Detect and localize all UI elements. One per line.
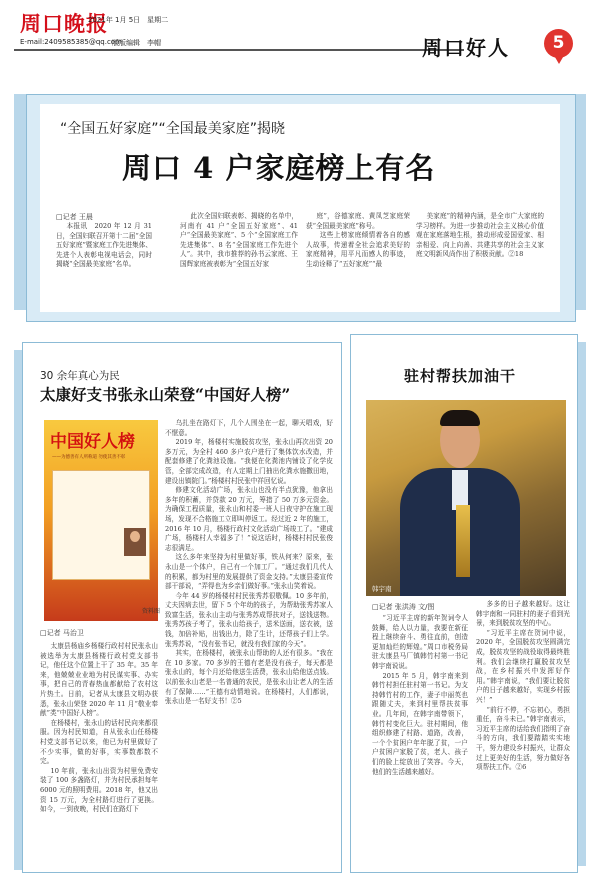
- paragraph: 2019 年，杨楼村实施脱贫攻坚，张永山再次出资 20 多万元，为全村 460 多户农户进行了集体饮水改造，并配套修建了化粪池设施。“我便在化粪池内铺设了化学皮管，全部完成改造，有人定期上门抽出化粪水施撒田地，建设出镇院门。”杨楼村村民张中祥回忆说。: [165, 438, 333, 485]
- left-article-column-1: [40, 642, 158, 815]
- paragraph: “习近平主席在贺词中说，2020 年，全国脱贫攻坚圆满完成，脱贫攻坚的战役取得最终胜利。我们会继续打赢脱贫攻坚战，在乡村振兴中发挥好作用。”韩宇南说，“我们要让脱贫户的日子越来越好，实现乡村振兴！”: [476, 628, 570, 704]
- masthead-logo: 周口晚报: [20, 11, 108, 36]
- paragraph: 今年 44 岁的杨楼村村民张秀苏很敬佩。10 多年前，丈夫因病去世，留下 5 个年幼的孩子，为帮助张秀苏家人致富生活，张永山主动与张秀苏成帮扶对子，送钱送物。张秀苏孩子考了，张永山给孩子，送米送面，送衣被，送钱，加倍补贴，出钱出力，除了生计，还帮孩子们上学。张秀苏说，“没有张书记，就没有我们家的今天”。: [165, 591, 333, 648]
- photo-caption: 韩宇南: [372, 585, 392, 593]
- top-article-byline: □记者 王晨: [56, 213, 93, 221]
- paragraph: 修建文化活动广场，张永山也没有半点犹豫，他拿出多年的积蓄，并贷款 20 万元，筹措了 50 万多元资金。为确保工程质量，张永山和村委一班人日夜守护在施工现场，发现不合格施工立即叫停返工。经过近 2 年的施工，2016 年 10 月，杨楼行政村文化活动广场竣工了。“建成广场，杨楼村人幸福多了！”说这话时，杨楼村村民张俊志很满足。: [165, 486, 333, 552]
- paragraph: 其实，在杨楼村，被张永山帮助的人还有很多。“我在在 10 多家。70 多岁的王德有老是没有孩子，每天都是张永山的，每个月还给他送生活费，张永山给他送点钱。以前张永山老是一名普通的农民，是张永山让老人的生活有了保障……”王德有动情地说。在杨楼村，人们都说，张永山是一名好支书！②5: [165, 649, 333, 706]
- photo-shirt: [452, 470, 468, 510]
- left-article-headline: 太康好支书张永山荣登“中国好人榜”: [40, 385, 291, 404]
- top-article-column: 美家庭”的精神内涵，是全市广大家庭的学习榜样。为进一步推动社会主义核心价值观在家庭落地生根，推动形成爱国爱家、相亲相爱、向上向善、共建共享的社会主义家庭文明新风尚作出了积极贡献。②18: [416, 212, 544, 259]
- paragraph: 10 年前，张永山出资为村里免费安装了 100 多盏路灯，并为村民承担每年 6000 元的照明费用。2018 年，他又出资 15 万元，为全村路灯进行了更换。如今，一到夜晚，村民们在路灯下: [40, 766, 158, 814]
- paragraph: “习近平主席的新年贺词令人鼓舞，给人以力量，我要在新征程上继续奋斗、勇往直前，创造更加灿烂的辉煌。”周口市税务局驻太康县马厂镇韩竹村第一书记韩宇南说说。: [372, 614, 468, 670]
- top-article-column: 本报讯 2020 年 12 月 31 日，全国妇联召开第十二届“全国五好家庭”暨家庭工作先进集体、先进个人表彰电视电话会，同时揭晓“全国最美家庭”名单。: [56, 222, 152, 269]
- photo-hair: [440, 410, 480, 426]
- page-number-badge: 5: [544, 29, 573, 58]
- paragraph: 多多的日子越来越好。这让韩宇南和一同驻村的妻子看到光景，来到脱贫攻坚的中心。: [476, 600, 570, 628]
- left-article-column-2: [165, 419, 333, 707]
- right-article-column-2: [476, 600, 570, 773]
- trophy-icon: [456, 505, 470, 577]
- left-article-byline: □记者 马治卫: [40, 629, 84, 637]
- left-article-kicker: 30 余年真心为民: [40, 370, 120, 382]
- contact-email: E-mail:2409585385@qq.com: [20, 38, 122, 46]
- portrait-face: [130, 531, 140, 542]
- paragraph: 2015 年 5 月，韩宇南来到韩竹村担任驻村第一书记。为支持韩竹村的工作，妻子申丽英也跟随丈夫，来到村里帮扶贫事业。几年间，在韩宇南带领下，韩竹村变化巨大。驻村期间，他组织修建了村路、道路，改善，一个个贫困户年年脱了贫，一户户贫困户家脱了贫，老人、孩子们的脸上绽放出了笑容。今天，他们的生活越来越好。: [372, 671, 468, 776]
- right-article-column-1: [372, 614, 468, 777]
- paragraph: 在杨楼村，张永山的话村民向来都很服。因为村民知道，自从张永山任杨楼村党支部书记以来，他已为村里做好了不少实事，做的好事，实事数都数不完。: [40, 718, 158, 766]
- paragraph: “前行不停，不忘初心，勇担重任，奋斗未已。”韩宇南表示，习近平主席的话给我们指明了奋斗的方向，我们要踏踏实实地干，努力建设乡村振兴，让群众过上更美好的生活，努力做好各项帮扶工作。②6: [476, 705, 570, 772]
- top-article-subtitle: “全国五好家庭”“全国最美家庭”揭晓: [60, 121, 286, 137]
- image-caption: 资料图: [142, 608, 161, 615]
- paragraph: 这么多年来坚持为村里做好事，铁从何来？原来，张永山是一个体户，自己有一个加工厂。“通过我们几代人的积累，都为村里的发展提供了资金支持。”太康县委宣传部干部说，“弄得也为乡亲们做好事。”张永山笑着说。: [165, 553, 333, 591]
- paragraph: 太康县杨庙乡杨楼行政村村民张永山被选举为太康县杨楼行政村党支部书记，他任这个位置上干了 35 年。35 年来，他兢兢业业地为村民谋实事、办实事，把自己的青春热血都献给了农村这片热土。日前，记者从太康县文明办获悉，张永山荣登 2020 年 11 月“敬业奉献”类“中国好人榜”。: [40, 642, 158, 718]
- section-title: 周口好人: [422, 36, 510, 60]
- poster-info-card: [52, 470, 150, 580]
- right-article-byline: □记者 张洪涛 文/图: [372, 603, 435, 611]
- decor-bar: [14, 350, 22, 870]
- top-article-column: 庭”，谷德家庭、黄凤芝家庭荣获“全国最美家庭”称号。 这些上榜家庭倾情着各自的感人故事，传递着全社会追求美好的家庭精神，用平凡而感人的事迹，生动诠释了“五好家庭”“最: [306, 212, 410, 268]
- paragraph: 乌扎坐在路灯下，几个人围坐在一起，聊天唱戏，好不惬意。: [165, 419, 333, 437]
- poster-title: 中国好人榜: [50, 432, 135, 452]
- header-rule: [14, 49, 464, 51]
- poster-subtitle: ——为德善有人所称道 勿使其善不彰: [52, 455, 126, 460]
- right-article-headline: 驻村帮扶加油干: [404, 367, 517, 385]
- editor-credits: 版版编辑 李帽: [112, 39, 161, 47]
- top-article-column: 此次全国妇联表彰、揭晓的名单中，河南有 41 户“全国五好家庭”、41 户“全国最美家庭”、5 个“全国家庭工作先进集体”、8 名“全国家庭工作先进个人”。其中，我市推荐的孙书云家庭、王国辉家庭被表彰为“全国五好家: [180, 212, 298, 268]
- issue-date: 2021年 1月 5日 星期二: [88, 16, 169, 24]
- top-article-headline: 周口 4 户家庭榜上有名: [122, 151, 436, 185]
